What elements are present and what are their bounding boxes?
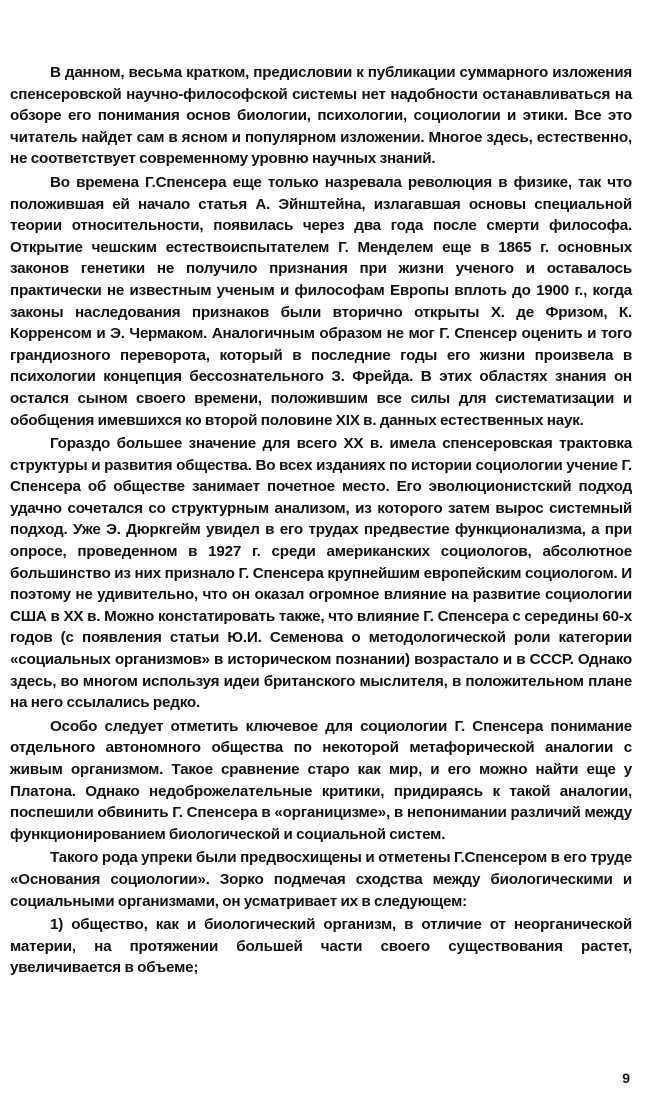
page-number: 9	[622, 1070, 630, 1086]
paragraph-6: 1) общество, как и биологический организм, в отличие от неорганической материи, на протяжении большей части своего существования растет, увеличивается в объеме;	[10, 916, 632, 977]
paragraph-3: Гораздо большее значение для всего XX в. имела спенсеровская трактовка структуры и развития общества. Во всех изданиях по истории социологии учение Г. Спенсера об обществе занимает почетное место. Его эволюционистский подход удачно сочетался со структурным анализом, из которого затем вырос системный подход. Уже Э. Дюркгейм увидел в его трудах предвестие функционализма, а при опросе, проведенном в 1927 г. среди американских социологов, абсолютное большинство из них признало Г. Спенсера крупнейшим европейским социологом. И поэтому не удивительно, что он оказал огромное влияние на развитие социологии США в XX в. Можно констатировать также, что влияние Г. Спенсера с середины 60-х годов (с появления статьи Ю.И. Семенова о методологической роли категории «социальных организмов» в историческом познании) возрастало и в СССР. Однако здесь, во многом используя идеи британского мыслителя, в положительном плане на него ссылались редко.	[10, 435, 632, 712]
page-body	[10, 62, 632, 979]
paragraph-4: Особо следует отметить ключевое для социологии Г. Спенсера понимание отдельного автономного общества по некоторой метафорической аналогии с живым организмом. Такое сравнение старо как мир, и его можно найти еще у Платона. Однако недоброжелательные критики, придираясь к такой аналогии, поспешили обвинить Г. Спенсера в «органицизме», в непонимании различий между функционированием биологической и социальной систем.	[10, 717, 632, 843]
paragraph-2: Во времена Г.Спенсера еще только назревала революция в физике, так что положившая ей начало статья А. Эйнштейна, излагавшая основы специальной теории относительности, появилась через два года после смерти философа. Открытие чешским естествоиспытателем Г. Менделем еще в 1865 г. основных законов генетики не получило признания при жизни ученого и оставалось практически не известным ученым и философам Европы вплоть до 1900 г., когда законы наследования признаков были вторично открыты Х. де Фризом, К. Корренсом и Э. Чермаком. Аналогичным образом не мог Г. Спенсер оценить и того грандиозного переворота, который в последние годы его жизни произвела в психологии концепция бессознательного З. Фрейда. В этих областях знания он остался сыном своего времени, положившим все силы для систематизации и обобщения имевшихся ко второй половине XIX в. данных естественных наук.	[10, 173, 632, 429]
paragraph-5: Такого рода упреки были предвосхищены и отметены Г.Спенсером в его труде «Основания социологии». Зорко подмечая сходства между биологическими и социальными организмами, он усматривает их в следующем:	[10, 849, 632, 910]
paragraph-1: В данном, весьма кратком, предисловии к публикации суммарного изложения спенсеровской научно-философской системы нет надобности останавливаться на обзоре его понимания основ биологии, психологии, социологии и этики. Все это читатель найдет сам в ясном и популярном изложении. Многое здесь, естественно, не соответствует современному уровню научных знаний.	[10, 64, 632, 168]
